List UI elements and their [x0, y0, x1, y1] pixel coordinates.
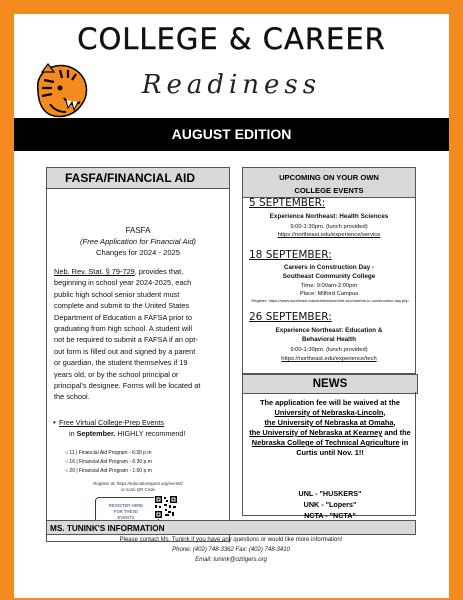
para-line: complete and submit to the United States	[54, 301, 190, 311]
para-line: Department of Education a FAFSA prior to	[54, 312, 193, 322]
statute-link[interactable]: Neb. Rev. Stat. § 79-729	[54, 267, 135, 276]
para-line: public high school senior student must	[54, 289, 180, 299]
event-text: 16 | Financial Aid Program - 6:30 p.m	[69, 459, 152, 465]
contact-line: Please contact Ms. Tunink if you have any questions or would like more information!	[119, 537, 343, 543]
news-line: in Curtis until Nov. 1!!	[296, 438, 409, 457]
para-line: principal's designee. Forms will be located at	[54, 381, 201, 391]
event-link[interactable]: https://northeast.edu/experience/tech	[281, 356, 377, 362]
event-title: Careers in Construction Day -	[283, 264, 375, 271]
newsletter-title: COLLEGE & CAREER	[77, 22, 386, 56]
event-title-2: Southeast Community College	[282, 273, 376, 280]
event-title-2: Behavioral Health	[302, 336, 356, 343]
event-place: Place: Milford Campus	[299, 291, 359, 297]
upcoming-body	[242, 198, 416, 374]
event-link[interactable]: https://northeast.edu/experience/service	[277, 232, 381, 238]
news-line: The application fee will be waived at the	[259, 398, 401, 407]
contact-phone: Phone: (402) 748-3362 Fax: (402) 748-3410	[172, 547, 290, 553]
news-line: and	[384, 428, 398, 437]
register-note-qr: or scan QR Code	[121, 487, 155, 492]
para-line: years old, or by the school principal or	[54, 369, 179, 379]
bullet-dot-icon: •	[53, 418, 56, 427]
fafsa-changes: Changes for 2024 - 2025	[95, 248, 180, 257]
event-time: 9:00-1:30pm. (lunch provided)	[290, 224, 368, 230]
event-text: 11 | Financial Aid Program - 6:30 p.m	[69, 450, 152, 456]
upcoming-heading-line2: COLLEGE EVENTS	[294, 186, 364, 195]
news-heading: NEWS	[242, 374, 418, 394]
para-line: beginning in school year 2024-2025, each	[54, 278, 192, 288]
list-item: ○ 16 | Financial Aid Program - 6:30 p.m	[65, 459, 152, 465]
list-item: ○ 20 | Financial Aid Program - 1:00 p.m	[65, 468, 152, 474]
event-time: Time: 9:00am-2:00pm	[300, 283, 358, 289]
tiger-logo	[30, 60, 96, 124]
virtual-month: September.	[76, 429, 116, 438]
virtual-in: in	[69, 429, 75, 438]
event-date: 26 SEPTEMBER:	[249, 311, 332, 323]
news-punct: ,	[383, 408, 386, 417]
event-title: Experience Northeast: Education &	[275, 327, 383, 334]
virtual-recommend: HIGHLY recommend!	[117, 429, 186, 438]
upcoming-heading-line1: UPCOMING ON YOUR OWN	[279, 173, 379, 182]
news-punct: ,	[393, 418, 396, 427]
event-date: 5 SEPTEMBER:	[249, 197, 326, 209]
fafsa-body	[46, 189, 230, 542]
news-body	[242, 392, 416, 520]
list-item: ○ 11 | Financial Aid Program - 6:30 p.m	[65, 450, 152, 456]
newsletter-subtitle: Readiness	[141, 70, 322, 100]
event-time: 9:00-1:30pm. (lunch provided)	[290, 347, 368, 353]
unk-link[interactable]: the University of Nebraska at Kearney	[249, 428, 383, 437]
fafsa-heading: FASFA/FINANCIAL AID	[46, 167, 230, 189]
edition-banner: AUGUST EDITION	[14, 118, 449, 151]
para-line: or guardian, the student themselves if 19	[54, 358, 188, 368]
upcoming-events-section	[242, 167, 416, 374]
para-line: graduating from high school. A student will	[54, 324, 193, 334]
news-text	[247, 398, 413, 458]
contact-email[interactable]: Email: tunink@oztigers.org	[195, 557, 267, 563]
register-note: Register at: https://educationquest.org/events/	[93, 481, 183, 486]
uno-link[interactable]: the University of Nebraska at Omaha	[264, 418, 394, 427]
list-item: UNK - "Lopers"	[303, 500, 357, 509]
fafsa-section	[46, 167, 230, 542]
qr-code-icon[interactable]	[154, 495, 178, 519]
fafsa-paragraph	[54, 266, 226, 403]
event-date: 18 SEPTEMBER:	[249, 249, 332, 261]
list-item: UNL - "HUSKERS"	[298, 489, 362, 498]
upcoming-heading	[242, 167, 416, 198]
event-list	[65, 449, 152, 476]
contact-body	[46, 535, 416, 571]
event-register-link[interactable]: Register: https://www.southeast.edu/admissions/visit-scc/careers-in-construction-day.php	[251, 298, 409, 303]
ncta-link[interactable]: Nebraska College of Technical Agriculture	[251, 438, 400, 447]
unl-link[interactable]: University of Nebraska-Lincoln	[274, 408, 384, 417]
para-line: , provides that,	[134, 267, 184, 276]
event-text: 20 | Financial Aid Program - 1:00 p.m	[69, 468, 152, 474]
para-line: out form is filled out and signed by a parent	[54, 346, 196, 356]
fafsa-name: FASFA	[125, 226, 151, 235]
news-line: the	[399, 428, 411, 437]
virtual-events-bullet	[53, 417, 224, 439]
fafsa-expansion: (Free Application for Financial Aid)	[80, 237, 196, 246]
virtual-events-link[interactable]: Free Virtual College-Prep Events	[59, 418, 164, 427]
para-line: not be required to submit a FAFSA if an opt-	[54, 335, 198, 345]
event-title: Experience Northeast: Health Sciences	[269, 213, 389, 220]
register-button-label: REGISTER HERE FOR THESE EVENTS	[108, 503, 144, 520]
list-item: NCTA - "NCTA"	[304, 511, 356, 520]
contact-heading: MS. TUNINK'S INFORMATION	[46, 520, 416, 535]
para-line: the school.	[54, 392, 90, 402]
mascot-list	[243, 488, 417, 521]
